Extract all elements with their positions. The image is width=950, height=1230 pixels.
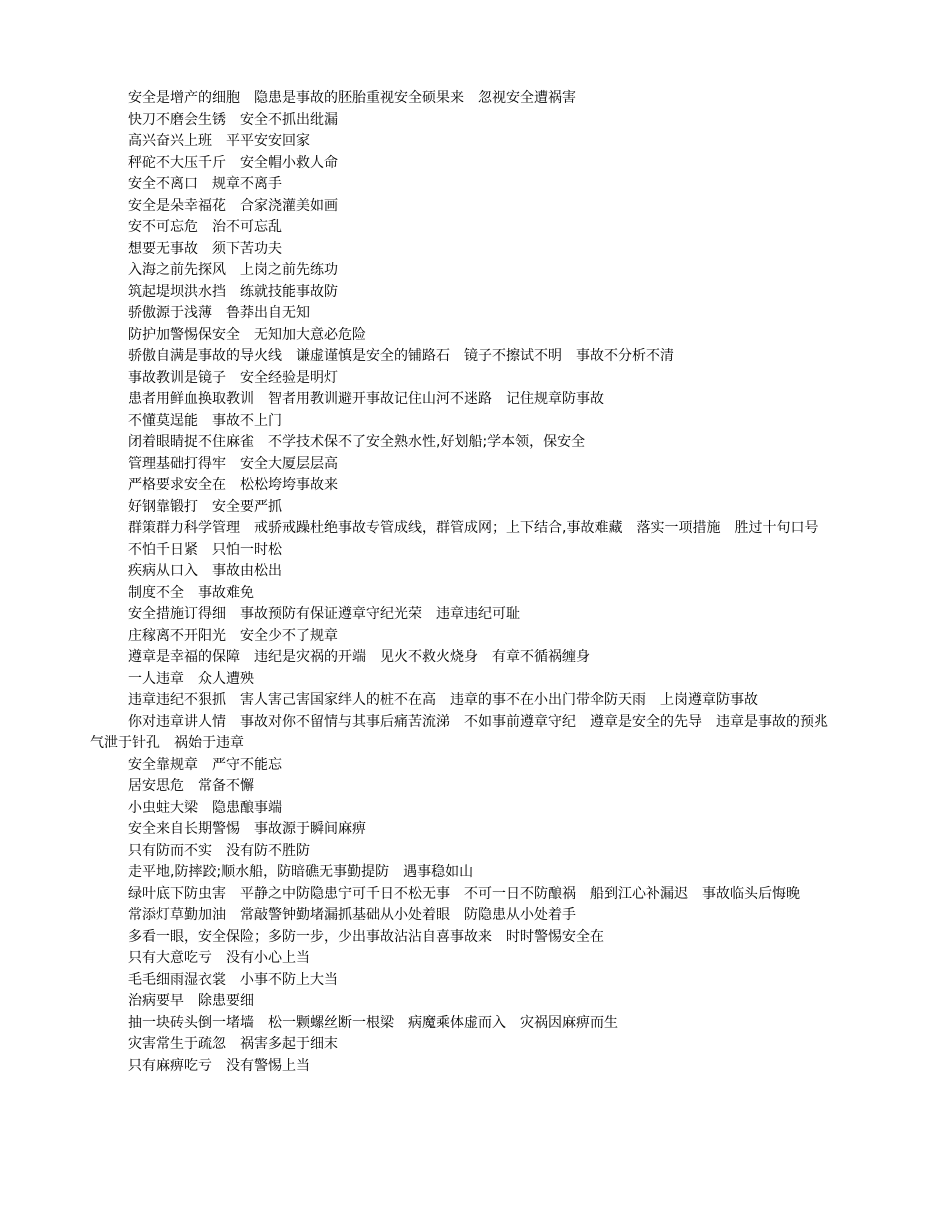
text-line-40: 只有大意吃亏 没有小心上当 [128, 950, 310, 966]
text-line-24: 制度不全 事故难免 [128, 584, 254, 601]
text-line-34: 安全来自长期警惕 事故源于瞬间麻痹 [128, 821, 366, 837]
text-line-30: 你对违章讲人情 事故对你不留情与其事后痛苦流涕 不如事前遵章守纪 遵章是安全的先导 违章是事故的预兆 气泄于针孔 祸始于违章 [90, 713, 842, 751]
text-line-17: 闭着眼睛捉不住麻雀 不学技术保不了安全熟水性,好划船;学本领，保安全 [128, 434, 586, 450]
text-line-29: 违章违纪不狠抓 害人害己害国家绊人的桩不在高 违章的事不在小出门带伞防天雨 上岗遵章防事故 [128, 692, 758, 708]
text-line-37: 绿叶底下防虫害 平静之中防隐患宁可千日不松无事 不可一日不防酿祸 船到江心补漏迟 事故临头后悔晚 [128, 885, 800, 902]
text-line-44: 灾害常生于疏忽 祸害多起于细末 [128, 1036, 338, 1052]
text-line-36: 走平地,防摔跤;顺水船，防暗礁无事勤提防 遇事稳如山 [128, 864, 474, 880]
text-line-22: 不怕千日紧 只怕一时松 [128, 541, 282, 558]
text-line-10: 筑起堤坝洪水挡 练就技能事故防 [128, 283, 338, 300]
text-line-23: 疾病从口入 事故由松出 [128, 563, 282, 579]
text-line-2: 快刀不磨会生锈 安全不抓出纰漏 [128, 111, 338, 128]
text-line-16: 不懂莫逞能 事故不上门 [128, 412, 282, 429]
text-line-20: 好钢靠锻打 安全要严抓 [128, 498, 282, 515]
text-line-33: 小虫蛀大梁 隐患酿事端 [128, 799, 282, 816]
text-line-21: 群策群力科学管理 戒骄戒躁杜绝事故专管成线，群管成网；上下结合,事故难藏 落实一项措施 胜过十句口号 [128, 520, 819, 536]
text-line-32: 居安思危 常备不懈 [128, 778, 254, 794]
text-line-6: 安全是朵幸福花 合家浇灌美如画 [128, 197, 338, 214]
text-line-42: 治病要早 除患要细 [128, 993, 254, 1009]
text-line-27: 遵章是幸福的保障 违纪是灾祸的开端 见火不救火烧身 有章不循祸缠身 [128, 649, 590, 665]
text-line-1: 安全是增产的细胞 隐患是事故的胚胎重视安全硕果来 忽视安全遭祸害 [128, 90, 576, 106]
text-line-38: 常添灯草勤加油 常敲警钟勤堵漏抓基础从小处着眼 防隐患从小处着手 [128, 907, 576, 923]
text-line-13: 骄傲自满是事故的导火线 谦虚谨慎是安全的铺路石 镜子不擦试不明 事故不分析不清 [128, 348, 674, 364]
text-line-43: 抽一块砖头倒一堵墙 松一颗螺丝断一根梁 病魔乘体虚而入 灾祸因麻痹而生 [128, 1014, 618, 1031]
text-line-31: 安全靠规章 严守不能忘 [128, 756, 282, 773]
text-line-8: 想要无事故 须下苦功夫 [128, 240, 282, 257]
text-line-25: 安全措施订得细 事故预防有保证遵章守纪光荣 违章违纪可耻 [128, 606, 520, 622]
text-line-9: 入海之前先探风 上岗之前先练功 [128, 262, 338, 278]
text-line-5: 安全不离口 规章不离手 [128, 176, 282, 192]
document-body [90, 88, 855, 1077]
text-line-4: 秤砣不大压千斤 安全帽小救人命 [128, 154, 338, 171]
text-line-12: 防护加警惕保安全 无知加大意必危险 [128, 326, 366, 343]
text-line-28: 一人违章 众人遭殃 [128, 670, 254, 687]
text-line-15: 患者用鲜血换取教训 智者用教训避开事故记住山河不迷路 记住规章防事故 [128, 391, 604, 407]
text-line-41: 毛毛细雨湿衣裳 小事不防上大当 [128, 971, 338, 988]
text-line-19: 严格要求安全在 松松垮垮事故来 [128, 477, 338, 493]
text-line-14: 事故教训是镜子 安全经验是明灯 [128, 369, 338, 386]
text-line-7: 安不可忘危 治不可忘乱 [128, 219, 282, 235]
text-line-26: 庄稼离不开阳光 安全少不了规章 [128, 627, 338, 644]
text-line-45: 只有麻痹吃亏 没有警惕上当 [128, 1057, 310, 1074]
text-line-35: 只有防而不实 没有防不胜防 [128, 842, 310, 859]
text-line-3: 高兴奋兴上班 平平安安回家 [128, 133, 310, 149]
text-line-39: 多看一眼，安全保险；多防一步，少出事故沾沾自喜事故来 时时警惕安全在 [128, 928, 604, 945]
text-line-18: 管理基础打得牢 安全大厦层层高 [128, 455, 338, 472]
text-line-11: 骄傲源于浅薄 鲁莽出自无知 [128, 305, 310, 321]
